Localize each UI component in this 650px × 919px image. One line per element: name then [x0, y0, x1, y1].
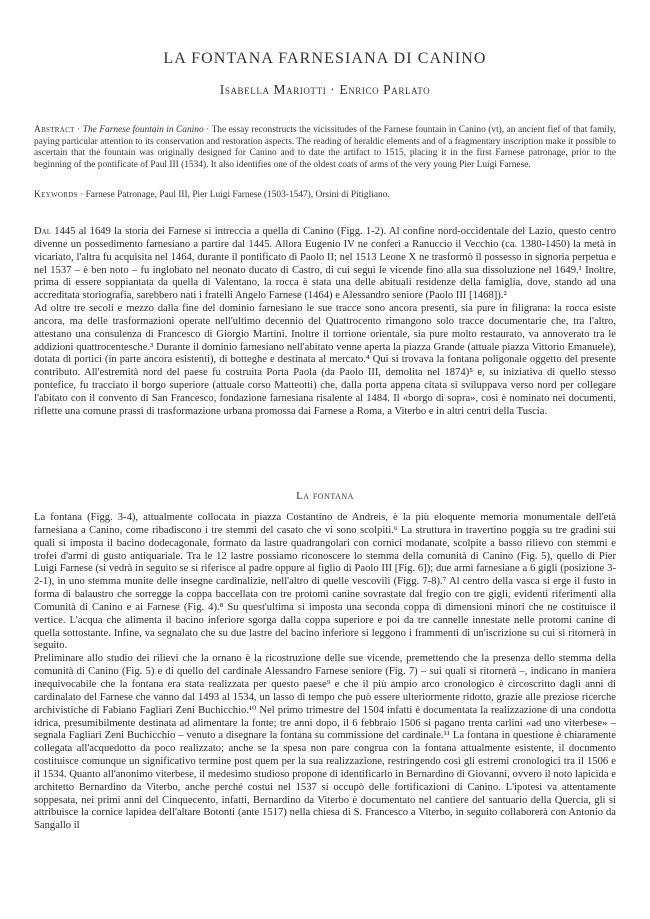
abstract-text: The essay reconstructs the vicissitudes of the Farnese fountain in Canino (vt), an ancient fief of that family, paying particular attention to its conservation and restoration aspects. The reading of heraldic elements and of a fragmentary inscription make it possible to ascertain that the fountain was originally designed for Canino and to date the artifact to 1515, placing it in the first Farnese patronage, prior to the beginning of the pontificate of Paul III (1534). It also identifies one of the oldest coats of arms of the very young Pier Luigi Farnese. [34, 125, 617, 170]
intro-dropword: Dal [34, 226, 51, 237]
abstract: Abstract · The Farnese fountain in Canino · The essay reconstructs the vicissitudes of the Farnese fountain in Canino (vt), an ancient fief of that family, paying particular attention to its conservation and restoration aspects. The reading of heraldic elements and of a fragmentary inscription make it possible to ascertain that the fountain was originally designed for Canino and to date the artifact to 1515, placing it in the first Farnese patronage, prior to the beginning of the pontificate of Paul III (1534). It also identifies one of the oldest coats of arms of the very young Pier Luigi Farnese. [34, 125, 617, 170]
abstract-label: Abstract [34, 125, 75, 135]
abstract-english-title: The Farnese fountain in Canino [82, 125, 204, 135]
intro-paragraph-2: Ad oltre tre secoli e mezzo dalla fine del dominio farnesiano le sue tracce sono ancora presenti, sia pure in filigrana: la rocca esiste ancora, ma delle trasformazioni operate nell'ultimo decennio del Quattrocento rimangono solo tracce documentarie che, tra l'altro, attestano una consulenza di Francesco di Giorgio Martini. Inoltre il torrione orientale, sia pure molto restaurato, va annoverato tra le addizioni quattrocentesche.³ Durante il dominio farnesiano nell'abitato venne aperta la piazza Grande (attuale piazza Vittorio Emanuele), dotata di portici (in parte ancora esistenti), di botteghe e destinata al mercato.⁴ Qui si trovava la fontana poligonale oggetto del presente contributo. All'estremità nord del paese fu costruita Porta Paola (da Paolo III, demolita nel 1874)⁵ e, su iniziativa di quello stesso pontefice, fu tracciato il borgo superiore (attuale corso Matteotti) che, dalla porta appena citata si sviluppava verso nord per collegare l'abitato con il convento di San Francesco, fondazione farnesiana risalente al 1484. Il «borgo di sopra», così è nominato nei documenti, riflette una comune prassi di trasformazione urbana promossa dai Farnese a Roma, a Viterbo e in altri centri della Tuscia. [34, 303, 616, 417]
article-authors: Isabella Mariotti · Enrico Parlato [219, 82, 431, 97]
intro-section [34, 226, 616, 419]
intro-paragraph-1 [34, 226, 616, 303]
keywords-text: Farnese Patronage, Paul III, Pier Luigi Farnese (1503-1547), Orsini di Pitigliano. [85, 190, 390, 200]
fontana-section [34, 512, 616, 833]
intro-paragraph-1-text: 1445 al 1649 la storia dei Farnese si intreccia a quella di Canino (Figg. 1-2). Al confine nord-occidentale del Lazio, questo centro divenne un possedimento farnesiano a partire dal 1445. Allora Eugenio IV ne conferì a Ranuccio il Vecchio (ca. 1380-1450) la metà in vicariato, l'altra fu acquisita nel 1464, durante il pontificato di Paolo II; nel 1513 Leone X ne trasformò il possesso in signoria perpetua e nel 1537 – è ben noto – fu inglobato nel neonato ducato di Castro, di cui seguì le vicende fino alla sua dissoluzione nel 1649.¹ Inoltre, prima di essere soppiantata da quella di Valentano, la rocca è stata una delle abituali residenze della famiglia, dove, stando ad una accreditata storiografia, sarebbero nati i fratelli Angelo Farnese (1464) e Alessandro seniore (Paolo III [1468]).² [34, 226, 616, 302]
keywords: Keywords · Farnese Patronage, Paul III, Pier Luigi Farnese (1503-1547), Orsini di Pitigliano. [34, 190, 390, 200]
fontana-paragraph-1: La fontana (Figg. 3-4), attualmente collocata in piazza Costantino de Andreis, è la più eloquente memoria monumentale dell'età farnesiana a Canino, come ribadiscono i tre stemmi del casato che vi sono scolpiti.⁶ La struttura in travertino poggia su tre gradini sui quali si imposta il bacino dodecagonale, formato da lastre quadrangolari con cornici modanate, scolpite a basso rilievo con stemmi e trofei d'armi di gusto antiquariale. Tra le 12 lastre possiamo riconoscere lo stemma della comunità di Canino (Fig. 5), quello di Pier Luigi Farnese (si vedrà in seguito se si riferisce al padre oppure al figlio di Paolo III [Fig. 6]); due armi farnesiane a 6 gigli (posizione 3-2-1), in uno stemma munite delle insegne cardinalizie, nell'altro di quelle vescovili (Figg. 7-8).⁷ Al centro della vasca si erge il fusto in forma di balaustro che sorregge la coppa baccellata con tre protomi canine sovrastate dal fregio con tre gigli, evidenti riferimenti alla Comunità di Canino e ai Farnese (Fig. 4).⁸ Su quest'ultima si imposta una seconda coppa di dimensioni minori che ne costituisce il vertice. L'acqua che alimenta il bacino inferiore sgorga dalla coppa superiore e poi da tre cannelle innestate nelle protomi canine di quella sottostante. Infine, va segnalato che su due lastre del bacino inferiore si leggono i frammenti di un'iscrizione su cui si ritornerà in seguito. [34, 512, 616, 652]
article-title: LA FONTANA FARNESIANA DI CANINO [163, 50, 487, 67]
section-heading: La fontana [296, 490, 354, 502]
fontana-paragraph-2: Preliminare allo studio dei rilievi che la ornano è la ricostruzione delle sue vicende, premettendo che la presenza dello stemma della comunità di Canino (Fig. 5) e di quello del cardinale Alessandro Farnese seniore (Fig. 7) – sui quali si ritornerà –, indicano in maniera inequivocabile che la fontana era stata realizzata per questo paese⁹ e che il più ampio arco cronologico è circoscritto dagli anni di cardinalato del Farnese che vanno dal 1493 al 1534, un lasso di tempo che può essere ulteriormente ridotto, grazie alle preziose ricerche archivistiche di Fabiano Fagliari Zeni Buchicchio.¹⁰ Nel primo trimestre del 1504 infatti è documentata la realizzazione di una condotta idrica, presumibilmente destinata ad alimentare la fonte; tre anni dopo, il 6 febbraio 1506 si pagano trenta carlini «ad uno viterbese» – segnala Fagliari Zeni Buchicchio – venuto a disegnare la fontana su commissione del cardinale.¹¹ La fontana in questione è chiaramente collegata all'acquedotto da poco realizzato; anche se la spesa non pare congrua con la fontana attualmente esistente, il documento costituisce comunque un significativo termine post quem per la sua realizzazione, restringendo così gli estremi cronologici tra il 1506 e il 1534. Quanto all'anonimo viterbese, il medesimo studioso propone di identificarlo in Bernardino di Giovanni, ovvero il noto lapicida e architetto Bernardino da Viterbo, anche perché costui nel 1537 si occupò delle fortificazioni di Canino. L'ipotesi va attentamente soppesata, nei primi anni del Cinquecento, infatti, Bernardino da Viterbo è documentato nel cantiere del santuario della Quercia, gli si attribuisce la cornice lapidea dell'altare Botonti (ante 1517) nella chiesa di S. Francesco a Viterbo, in seguito collaborerà con Antonio da Sangallo il [34, 653, 616, 832]
keywords-label: Keywords [34, 190, 78, 200]
